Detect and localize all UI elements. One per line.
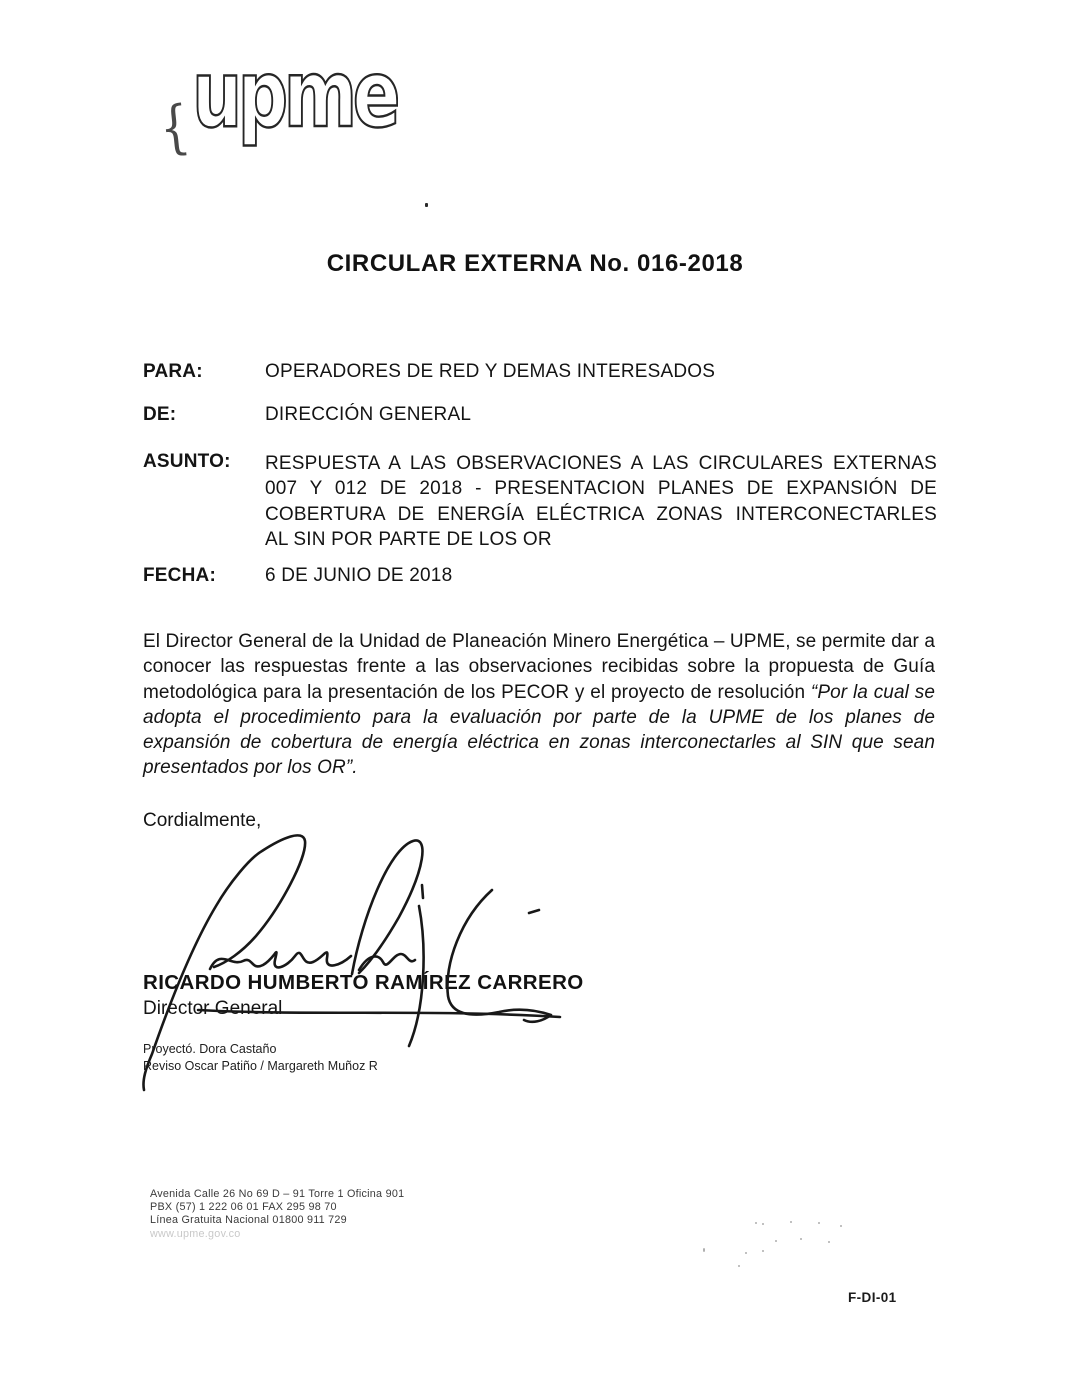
- closing-salutation: Cordialmente,: [143, 810, 262, 831]
- upme-logo: [148, 42, 398, 172]
- signer-title: Director General: [143, 998, 283, 1019]
- field-value-asunto: [265, 451, 937, 553]
- logo-text: upme: [192, 42, 396, 149]
- form-code: F-DI-01: [848, 1290, 897, 1305]
- asunto-line-3: COBERTURA DE ENERGÍA ELÉCTRICA ZONAS INTERCONECTARLES: [265, 503, 937, 525]
- footer-toll-free: Línea Gratuita Nacional 01800 911 729: [150, 1214, 347, 1226]
- reviewed-by-line: Reviso Oscar Patiño / Margareth Muñoz R: [143, 1059, 378, 1073]
- asunto-line-2: 007 Y 012 DE 2018 - PRESENTACION PLANES DE EXPANSIÓN DE: [265, 478, 937, 500]
- asunto-line-1: RESPUESTA A LAS OBSERVACIONES A LAS CIRCULARES EXTERNAS: [265, 453, 937, 474]
- field-label-para: PARA:: [143, 361, 203, 382]
- logo-brace-mark: {: [156, 91, 193, 163]
- footer-website: www.upme.gov.co: [150, 1228, 241, 1240]
- field-label-asunto: ASUNTO:: [143, 451, 231, 472]
- footer-phones: PBX (57) 1 222 06 01 FAX 295 98 70: [150, 1201, 337, 1213]
- field-label-de: DE:: [143, 404, 177, 425]
- page-title: CIRCULAR EXTERNA No. 016-2018: [326, 250, 744, 277]
- asunto-line-4: AL SIN POR PARTE DE LOS OR: [265, 529, 552, 551]
- body-text-normal: El Director General de la Unidad de Planeación Minero Energética – UPME, se permite dar a conocer las respuestas frente a las observaciones recibidas sobre la propuesta de Guía metodológica para la presentación de los PECOR y el proyecto de resolución: [143, 631, 935, 703]
- body-paragraph: [143, 629, 935, 781]
- prepared-by-line: Proyectó. Dora Castaño: [143, 1042, 277, 1056]
- footer-address: Avenida Calle 26 No 69 D – 91 Torre 1 Oficina 901: [150, 1188, 405, 1200]
- upme-logo-icon: [188, 42, 398, 162]
- body-text-quoted-italic: “Por la cual se adopta el procedimiento para la evaluación por parte de la UPME de los planes de expansión de cobertura de energía eléctrica en zonas interconectarles al SIN que sean presentados por los OR”.: [143, 681, 935, 779]
- field-label-fecha: FECHA:: [143, 565, 216, 586]
- signer-name: RICARDO HUMBERTO RAMÍREZ CARRERO: [143, 971, 584, 994]
- field-value-de: DIRECCIÓN GENERAL: [265, 404, 472, 425]
- field-value-fecha: 6 DE JUNIO DE 2018: [265, 565, 453, 586]
- field-value-para: OPERADORES DE RED Y DEMAS INTERESADOS: [265, 361, 716, 382]
- scan-speck: [425, 203, 428, 207]
- footer-address-block: [150, 1188, 404, 1241]
